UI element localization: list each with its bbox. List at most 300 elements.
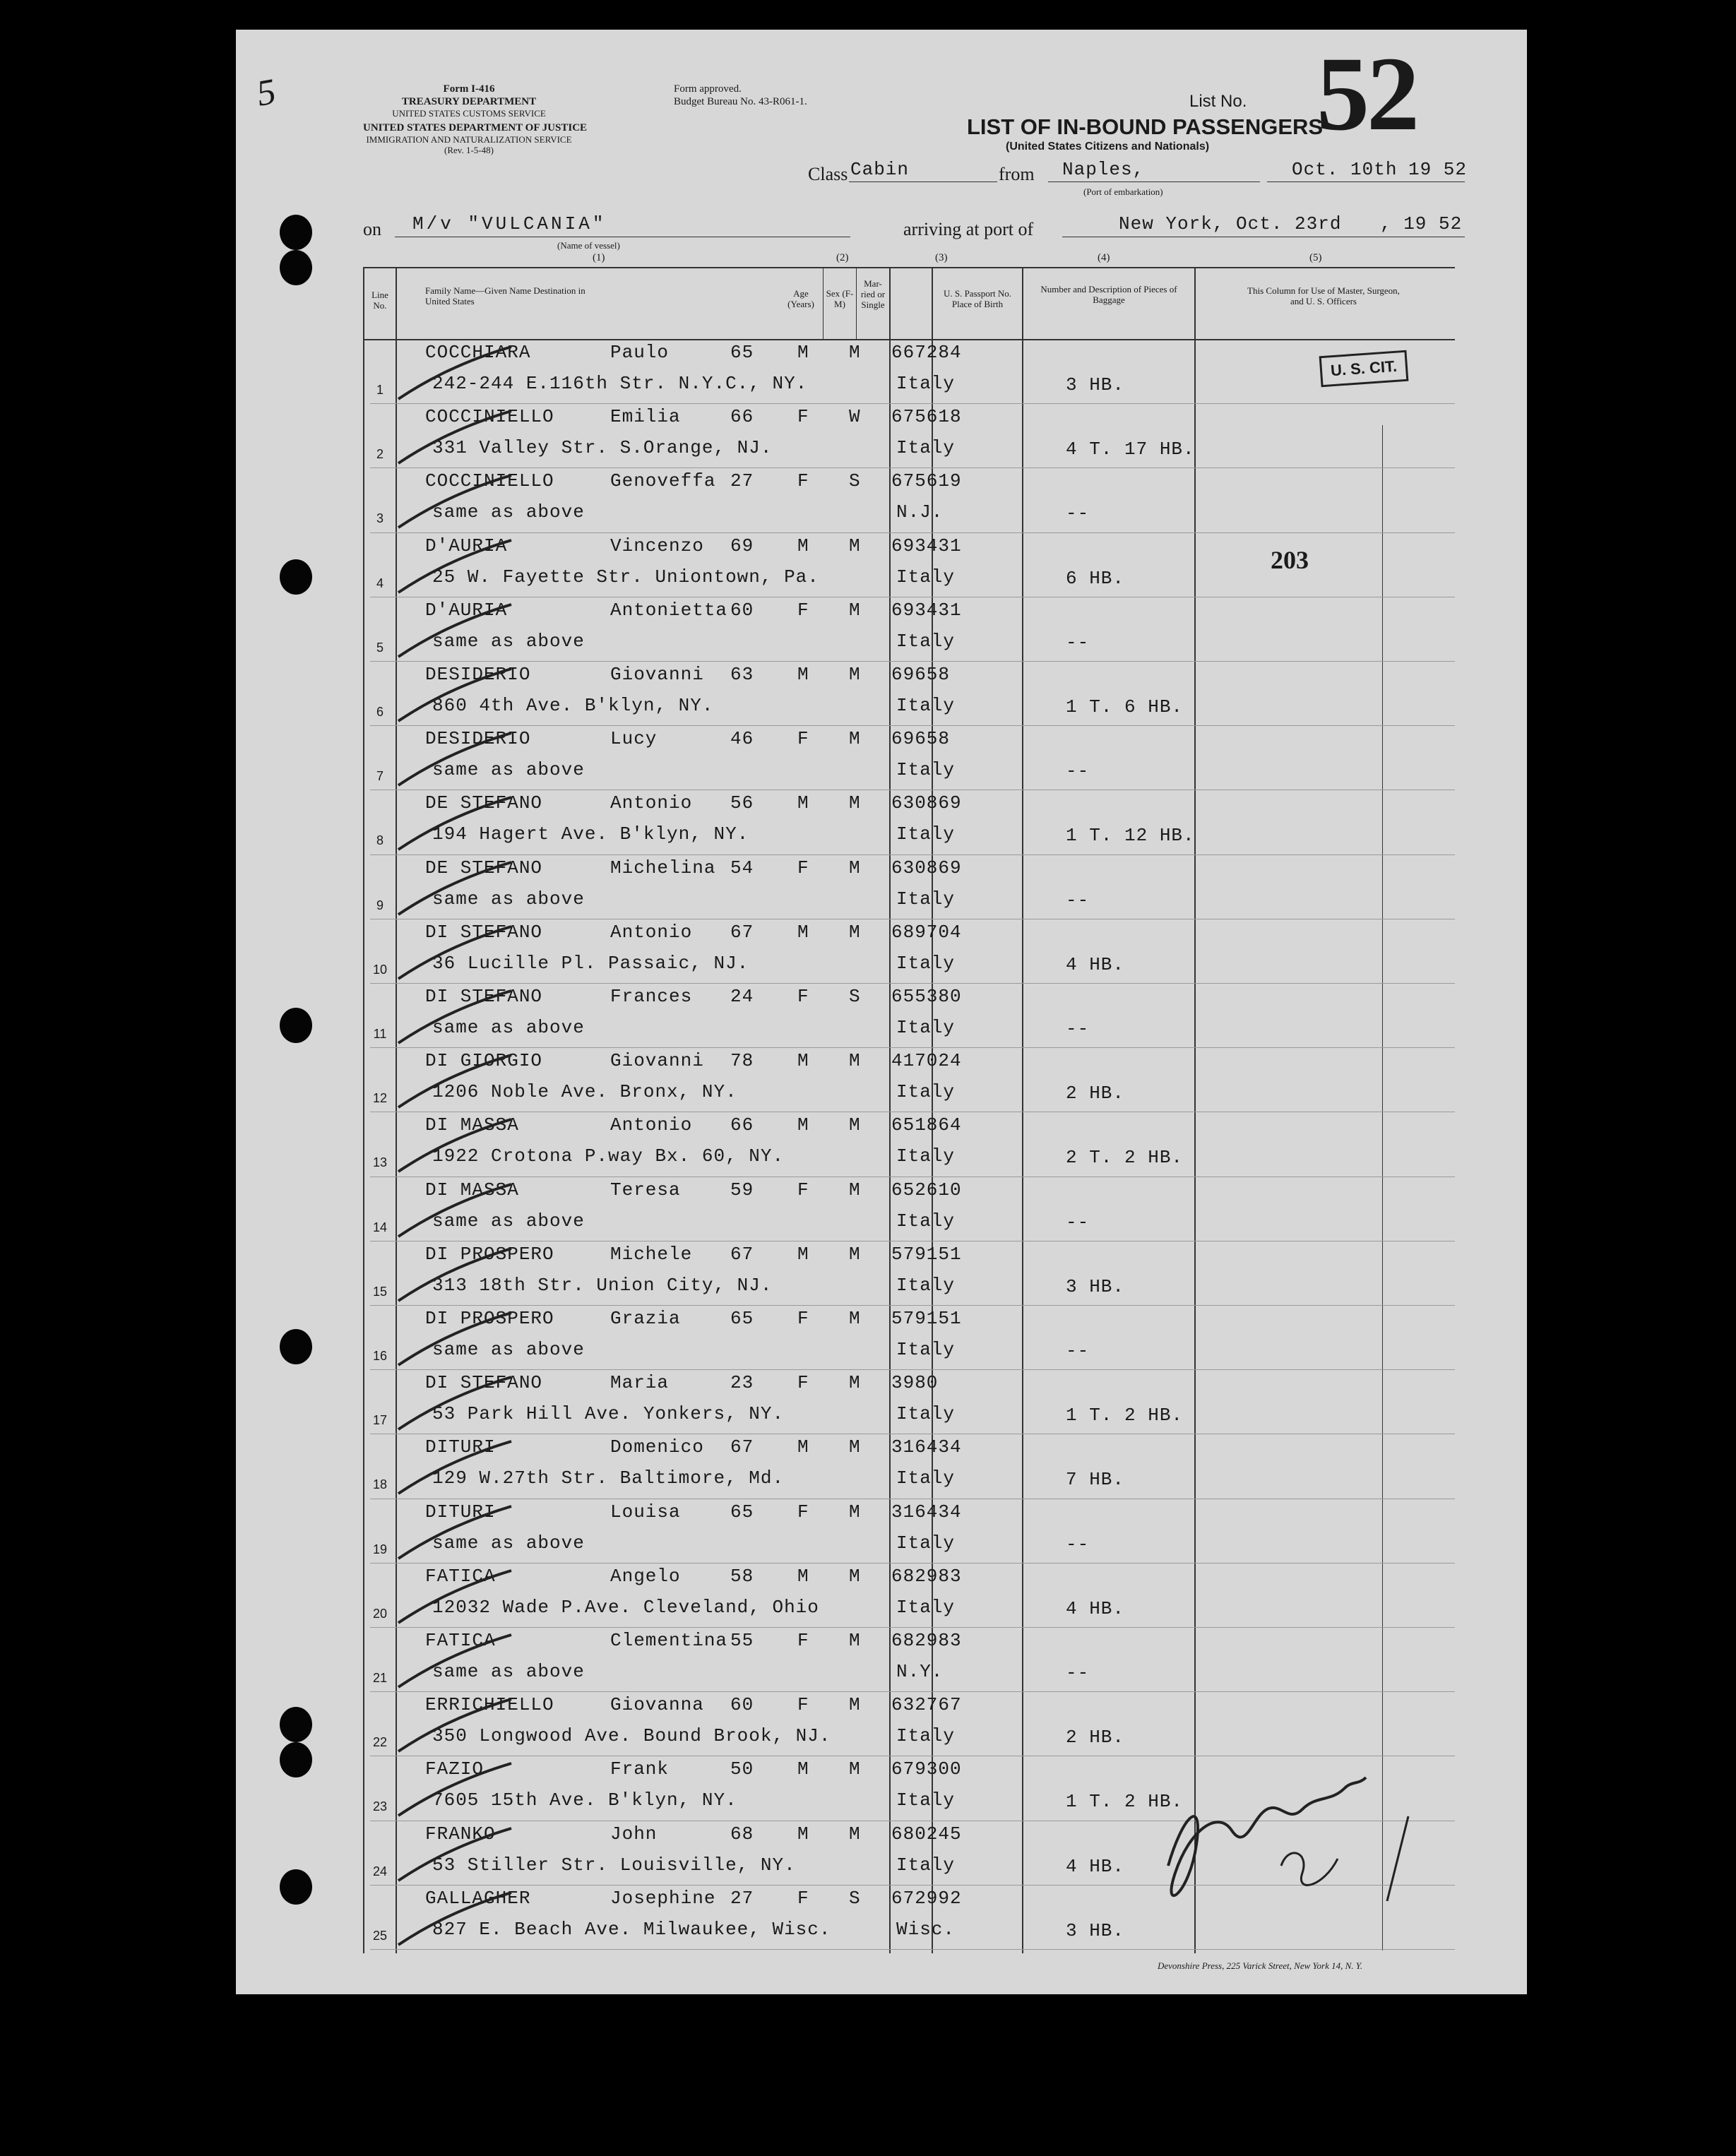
passport-number: 680245: [891, 1823, 962, 1845]
line-number: 8: [376, 833, 384, 848]
place-of-birth: Italy: [896, 630, 956, 652]
baggage: 1 T. 2 HB.: [1066, 1405, 1184, 1427]
row-divider: [370, 467, 1455, 468]
column-number: (1): [593, 252, 605, 263]
destination: same as above: [432, 1210, 585, 1232]
sex: F: [797, 599, 809, 621]
baggage: --: [1066, 631, 1090, 653]
destination: 194 Hagert Ave. B'klyn, NY.: [432, 823, 749, 845]
place-of-birth: Italy: [896, 1596, 956, 1618]
destination: same as above: [432, 630, 585, 652]
baggage: --: [1066, 1211, 1090, 1233]
revision: (Rev. 1-5-48): [444, 145, 494, 155]
family-name: GALLAGHER: [425, 1887, 531, 1909]
place-of-birth: Italy: [896, 1789, 956, 1811]
sex: M: [797, 1565, 809, 1587]
given-name: Genoveffa: [610, 470, 716, 492]
sex: M: [797, 1758, 809, 1780]
line-number: 5: [376, 640, 384, 655]
line-number: 3: [376, 511, 384, 526]
family-name: DITURI: [425, 1436, 496, 1458]
check-mark: [391, 1115, 518, 1179]
age: 78: [730, 1050, 754, 1072]
line-number: 6: [376, 705, 384, 719]
passport-number: 630869: [891, 792, 962, 814]
marital-status: W: [849, 406, 861, 428]
check-mark: [391, 1373, 518, 1436]
age: 67: [730, 921, 754, 943]
age: 46: [730, 728, 754, 750]
row-divider: [370, 1691, 1455, 1692]
baggage: 1 T. 2 HB.: [1066, 1791, 1184, 1813]
passport-number: 675619: [891, 470, 962, 492]
place-of-birth: N.J.: [896, 501, 944, 523]
age: 50: [730, 1758, 754, 1780]
row-divider: [370, 661, 1455, 662]
destination: 12032 Wade P.Ave. Cleveland, Ohio: [432, 1596, 819, 1618]
given-name: Angelo: [610, 1565, 681, 1587]
age: 60: [730, 599, 754, 621]
given-name: Paulo: [610, 342, 670, 363]
passport-number: 417024: [891, 1050, 962, 1072]
marital-status: M: [849, 1758, 861, 1780]
check-mark: [391, 1566, 518, 1630]
passport-number: 3980: [891, 1372, 939, 1394]
passport-number: 693431: [891, 599, 962, 621]
check-mark: [391, 1824, 518, 1888]
line-number: 4: [376, 576, 384, 590]
family-name: COCCHIARA: [425, 342, 531, 363]
baggage: 4 HB.: [1066, 1597, 1125, 1619]
marital-status: M: [849, 535, 861, 556]
line-number: 13: [372, 1155, 388, 1170]
document-title: LIST OF IN-BOUND PASSENGERS: [967, 114, 1324, 139]
given-name: John: [610, 1823, 658, 1845]
family-name: FRANKO: [425, 1823, 496, 1845]
line-number: 18: [372, 1477, 388, 1492]
family-name: DI PROSPERO: [425, 1243, 554, 1265]
punch-hole: [280, 1008, 312, 1043]
check-mark: [391, 1631, 518, 1694]
sex: F: [797, 1308, 809, 1329]
baggage: 3 HB.: [1066, 374, 1125, 395]
given-name: Clementina: [610, 1630, 728, 1651]
age: 65: [730, 1308, 754, 1329]
given-name: Teresa: [610, 1179, 681, 1201]
age: 59: [730, 1179, 754, 1201]
arriving-label: arriving at port of: [903, 219, 1034, 239]
header-line-no: Line No.: [371, 290, 388, 311]
baggage: 1 T. 6 HB.: [1066, 696, 1184, 717]
marital-status: M: [849, 1694, 861, 1716]
header-married: Mar- ried or Single: [860, 278, 886, 310]
sex: M: [797, 1114, 809, 1136]
sex: F: [797, 1179, 809, 1201]
check-mark: [391, 600, 518, 664]
place-of-birth: N.Y.: [896, 1661, 944, 1682]
check-mark: [391, 858, 518, 922]
given-name: Louisa: [610, 1501, 681, 1523]
family-name: COCCINIELLO: [425, 406, 554, 428]
baggage: 3 HB.: [1066, 1919, 1125, 1941]
sex: M: [797, 792, 809, 814]
destination: 129 W.27th Str. Baltimore, Md.: [432, 1467, 785, 1489]
passport-number: 655380: [891, 986, 962, 1007]
family-name: DI GIORGIO: [425, 1050, 543, 1072]
line-number: 24: [372, 1864, 388, 1878]
age: 65: [730, 342, 754, 363]
row-divider: [370, 1369, 1455, 1370]
line-number: 12: [372, 1091, 388, 1106]
line-number: 22: [372, 1735, 388, 1750]
punch-hole: [280, 1742, 312, 1777]
form-number: Form I-416: [443, 83, 495, 95]
passport-number: 316434: [891, 1436, 962, 1458]
check-mark: [391, 1888, 518, 1952]
baggage: --: [1066, 889, 1090, 911]
given-name: Giovanna: [610, 1694, 704, 1716]
passport-number: 682983: [891, 1565, 962, 1587]
sex: M: [797, 1243, 809, 1265]
place-of-birth: Italy: [896, 437, 956, 459]
passport-number: 630869: [891, 857, 962, 879]
approval-info: [674, 83, 807, 108]
place-of-birth: Italy: [896, 373, 956, 394]
check-mark: [391, 665, 518, 728]
passport-number: 651864: [891, 1114, 962, 1136]
place-of-birth: Italy: [896, 1854, 956, 1876]
place-of-birth: Italy: [896, 759, 956, 781]
from-label: from: [999, 164, 1035, 184]
row-divider: [370, 1563, 1455, 1564]
department: TREASURY DEPARTMENT: [401, 96, 537, 107]
row-divider: [370, 1305, 1455, 1306]
place-of-birth: Italy: [896, 1339, 956, 1360]
marital-status: M: [849, 1823, 861, 1845]
row-divider: [370, 725, 1455, 726]
family-name: DI PROSPERO: [425, 1308, 554, 1329]
given-name: Giovanni: [610, 1050, 704, 1072]
baggage: 6 HB.: [1066, 567, 1125, 589]
line-number: 2: [376, 447, 384, 462]
sex: F: [797, 470, 809, 492]
destination: 36 Lucille Pl. Passaic, NJ.: [432, 952, 749, 974]
baggage: --: [1066, 1018, 1090, 1040]
sex: M: [797, 1823, 809, 1845]
age: 69: [730, 535, 754, 556]
check-mark: [391, 1437, 518, 1501]
vessel-name: M/v "VULCANIA": [412, 213, 607, 234]
row-divider: [370, 854, 1455, 855]
baggage: 2 T. 2 HB.: [1066, 1147, 1184, 1169]
place-of-birth: Italy: [896, 952, 956, 974]
doj: UNITED STATES DEPARTMENT OF JUSTICE: [363, 122, 588, 133]
age: 65: [730, 1501, 754, 1523]
marital-status: M: [849, 342, 861, 363]
place-of-birth: Wisc.: [896, 1918, 956, 1940]
list-number: 52: [1316, 35, 1417, 153]
sex: M: [797, 342, 809, 363]
age: 63: [730, 664, 754, 685]
place-of-birth: Italy: [896, 1532, 956, 1554]
marital-status: S: [849, 986, 861, 1007]
family-name: COCCINIELLO: [425, 470, 554, 492]
check-mark: [391, 1502, 518, 1566]
family-name: DI MASSA: [425, 1114, 519, 1136]
column-number: (4): [1098, 252, 1110, 263]
row-divider: [370, 1949, 1455, 1950]
marital-status: S: [849, 1887, 861, 1909]
given-name: Vincenzo: [610, 535, 704, 556]
age: 27: [730, 1887, 754, 1909]
column-number: (3): [935, 252, 948, 263]
departure-date: Oct. 10th: [1292, 159, 1398, 180]
line-number: 21: [372, 1671, 388, 1685]
age: 68: [730, 1823, 754, 1845]
destination: 25 W. Fayette Str. Uniontown, Pa.: [432, 566, 819, 588]
given-name: Antonio: [610, 1114, 693, 1136]
place-of-birth: Italy: [896, 695, 956, 716]
check-mark: [391, 793, 518, 857]
printer-credit: Devonshire Press, 225 Varick Street, New York 14, N. Y.: [1158, 1960, 1363, 1971]
destination: same as above: [432, 1532, 585, 1554]
given-name: Frank: [610, 1758, 670, 1780]
age: 67: [730, 1436, 754, 1458]
departure-year: 19 52: [1408, 159, 1468, 180]
sex: F: [797, 728, 809, 750]
marital-status: M: [849, 1565, 861, 1587]
line-number: 15: [372, 1284, 388, 1299]
line-number: 11: [373, 1027, 387, 1041]
family-name: DI STEFANO: [425, 986, 543, 1007]
document-subtitle: (United States Citizens and Nationals): [1006, 141, 1210, 153]
marital-status: M: [849, 1179, 861, 1201]
check-mark: [391, 1051, 518, 1114]
age: 56: [730, 792, 754, 814]
marital-status: M: [849, 1050, 861, 1072]
line-number: 9: [376, 898, 384, 912]
place-of-birth: Italy: [896, 1467, 956, 1489]
passport-number: 682983: [891, 1630, 962, 1651]
row-divider: [370, 983, 1455, 984]
passport-number: 579151: [891, 1308, 962, 1329]
passport-number: 693431: [891, 535, 962, 556]
passport-number: 69658: [891, 664, 951, 685]
passport-number: 675618: [891, 406, 962, 428]
customs-service: UNITED STATES CUSTOMS SERVICE: [392, 108, 546, 119]
line-number: 14: [372, 1220, 388, 1234]
age: 58: [730, 1565, 754, 1587]
vessel-caption: (Name of vessel): [557, 240, 620, 251]
destination: same as above: [432, 759, 585, 781]
passport-number: 689704: [891, 921, 962, 943]
marital-status: M: [849, 1501, 861, 1523]
sex: M: [797, 921, 809, 943]
passport-number: 69658: [891, 728, 951, 750]
form-approved: Form approved.: [674, 83, 742, 95]
punch-hole: [280, 1869, 312, 1905]
us-citizen-stamp: U. S. CIT.: [1319, 350, 1409, 388]
line-number: 17: [372, 1413, 388, 1428]
header-baggage: Number and Description of Pieces of Baggage: [1040, 284, 1177, 305]
family-name: DI STEFANO: [425, 921, 543, 943]
class-value: Cabin: [850, 159, 910, 180]
age: 60: [730, 1694, 754, 1716]
given-name: Lucy: [610, 728, 658, 750]
family-name: D'AURIA: [425, 535, 508, 556]
marital-status: M: [849, 1243, 861, 1265]
passport-number: 679300: [891, 1758, 962, 1780]
marital-status: M: [849, 1436, 861, 1458]
check-mark: [391, 343, 518, 406]
given-name: Maria: [610, 1372, 670, 1394]
line-number: 20: [372, 1606, 388, 1621]
age: 67: [730, 1243, 754, 1265]
age: 55: [730, 1630, 754, 1651]
sex: M: [797, 1050, 809, 1072]
passport-number: 667284: [891, 342, 962, 363]
sex: F: [797, 857, 809, 879]
check-mark: [391, 1695, 518, 1758]
destination: same as above: [432, 1661, 585, 1682]
ins: IMMIGRATION AND NATURALIZATION SERVICE: [366, 134, 572, 145]
marital-status: M: [849, 1630, 861, 1651]
baggage: --: [1066, 1662, 1090, 1684]
destination: 313 18th Str. Union City, NJ.: [432, 1274, 773, 1296]
family-name: DI MASSA: [425, 1179, 519, 1201]
sex: F: [797, 1501, 809, 1523]
arrival-port-date: New York, Oct. 23rd: [1119, 213, 1342, 234]
destination: 331 Valley Str. S.Orange, NJ.: [432, 437, 773, 459]
sex: F: [797, 1372, 809, 1394]
baggage: 7 HB.: [1066, 1469, 1125, 1491]
row-divider: [370, 403, 1455, 404]
line-number: 19: [372, 1542, 388, 1556]
family-name: DESIDERIO: [425, 728, 531, 750]
baggage: 4 T. 17 HB.: [1066, 439, 1195, 460]
baggage: 1 T. 12 HB.: [1066, 825, 1195, 847]
sex: M: [797, 535, 809, 556]
punch-hole: [280, 250, 312, 285]
given-name: Antonietta: [610, 599, 728, 621]
destination: 1206 Noble Ave. Bronx, NY.: [432, 1081, 737, 1103]
header-age: Age (Years): [787, 288, 814, 309]
family-name: DESIDERIO: [425, 664, 531, 685]
inspector-signature: [1140, 1753, 1437, 1915]
age: 27: [730, 470, 754, 492]
check-mark: [391, 987, 518, 1050]
line-number: 23: [372, 1799, 388, 1814]
check-mark: [391, 922, 518, 986]
place-of-birth: Italy: [896, 1210, 956, 1232]
age: 66: [730, 1114, 754, 1136]
check-mark: [391, 407, 518, 470]
destination: 7605 15th Ave. B'klyn, NY.: [432, 1789, 737, 1811]
column-number: (2): [836, 252, 849, 263]
place-of-birth: Italy: [896, 566, 956, 588]
place-of-birth: Italy: [896, 1145, 956, 1167]
given-name: Grazia: [610, 1308, 681, 1329]
destination: 1922 Crotona P.way Bx. 60, NY.: [432, 1145, 785, 1167]
family-name: DITURI: [425, 1501, 496, 1523]
given-name: Michelina: [610, 857, 716, 879]
baggage: --: [1066, 1533, 1090, 1555]
family-name: ERRICHIELLO: [425, 1694, 554, 1716]
passport-number: 652610: [891, 1179, 962, 1201]
destination: 350 Longwood Ave. Bound Brook, NJ.: [432, 1725, 831, 1747]
marital-status: S: [849, 470, 861, 492]
punch-hole: [280, 1707, 312, 1742]
family-name: DE STEFANO: [425, 857, 543, 879]
check-mark: [391, 1180, 518, 1244]
check-mark: [391, 729, 518, 792]
budget-bureau: Budget Bureau No. 43-R061-1.: [674, 96, 807, 107]
age: 54: [730, 857, 754, 879]
baggage: 2 HB.: [1066, 1083, 1125, 1104]
baggage: --: [1066, 1340, 1090, 1362]
place-of-birth: Italy: [896, 1274, 956, 1296]
passport-number: 672992: [891, 1887, 962, 1909]
destination: same as above: [432, 1017, 585, 1038]
class-label: Class: [808, 164, 848, 184]
line-number: 10: [372, 962, 388, 977]
header-officers: This Column for Use of Master, Surgeon, and U. S. Officers: [1247, 285, 1400, 306]
port-of-embarkation: Naples,: [1062, 159, 1145, 180]
sex: F: [797, 1887, 809, 1909]
place-of-birth: Italy: [896, 1081, 956, 1103]
destination: same as above: [432, 501, 585, 523]
row-divider: [370, 1047, 1455, 1048]
on-label: on: [363, 219, 381, 239]
form-info: [363, 83, 588, 155]
baggage: 4 HB.: [1066, 953, 1125, 975]
manifest-page: [236, 30, 1527, 1994]
check-mark: [391, 1759, 518, 1823]
age: 24: [730, 986, 754, 1007]
column-number: (5): [1309, 252, 1322, 263]
age: 66: [730, 406, 754, 428]
given-name: Antonio: [610, 921, 693, 943]
header-sex: Sex (F-M): [826, 288, 854, 309]
marital-status: M: [849, 664, 861, 685]
destination: 53 Stiller Str. Louisville, NY.: [432, 1854, 796, 1876]
sex: F: [797, 1630, 809, 1651]
place-of-birth: Italy: [896, 1017, 956, 1038]
given-name: Domenico: [610, 1436, 704, 1458]
header-passport: U. S. Passport No. Place of Birth: [943, 288, 1012, 309]
sex: F: [797, 986, 809, 1007]
family-name: DI STEFANO: [425, 1372, 543, 1394]
marital-status: M: [849, 728, 861, 750]
count-annotation: 203: [1271, 546, 1309, 574]
margin-mark: 5: [254, 71, 279, 114]
given-name: Josephine: [610, 1887, 716, 1909]
destination: 827 E. Beach Ave. Milwaukee, Wisc.: [432, 1918, 831, 1940]
baggage: 2 HB.: [1066, 1727, 1125, 1749]
family-name: FAZIO: [425, 1758, 484, 1780]
family-name: DE STEFANO: [425, 792, 543, 814]
check-mark: [391, 536, 518, 600]
baggage: --: [1066, 503, 1090, 525]
check-mark: [391, 1244, 518, 1308]
given-name: Giovanni: [610, 664, 704, 685]
punch-hole: [280, 1329, 312, 1364]
line-number: 1: [376, 383, 384, 397]
destination: 53 Park Hill Ave. Yonkers, NY.: [432, 1403, 785, 1425]
passport-number: 579151: [891, 1243, 962, 1265]
given-name: Emilia: [610, 406, 681, 428]
baggage: 3 HB.: [1066, 1275, 1125, 1297]
